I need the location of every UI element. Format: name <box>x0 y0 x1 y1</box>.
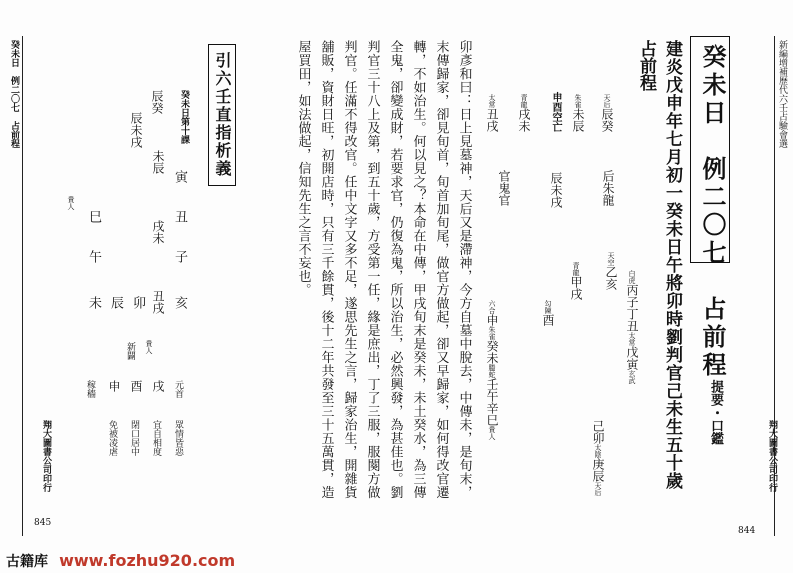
publisher-left: 翔大圖書公司印行 <box>41 420 51 492</box>
grid-row-3: 申 <box>107 380 121 392</box>
lesson-col-2b: 青龍戌未 <box>517 94 531 132</box>
lesson-col-3a: 后朱龍 <box>601 170 615 206</box>
lesson-col-5: 白虎丙子丁丑太常戊寅玄武 <box>625 270 639 384</box>
running-header: 癸未日 例二〇七 占前程 <box>9 40 19 148</box>
grid-t1: 丑 <box>172 210 187 223</box>
body-text-2: 末傳歸家，卻見旬首，旬首加旬尾，做官方做起，卻又早歸家，如何得改官遷 <box>433 40 449 499</box>
watermark-site-name: 古籍库 <box>6 554 48 570</box>
lesson-col-1b: 太常丑戌 <box>485 94 499 132</box>
col-label-6: 稼穡 <box>85 380 95 398</box>
grid-t3: 巳 <box>86 210 101 223</box>
grid-col-1c: 戌未 <box>151 220 165 244</box>
lesson-col-3b: 辰未戌 <box>549 172 563 208</box>
watermark <box>6 551 235 571</box>
col-label-1: 元首 <box>173 380 183 398</box>
chart-label: 申酉空亡 <box>550 92 561 132</box>
body-text-4: 全鬼，卻變成財，若要求官，仍復為鬼，所以治生，必然興發，為甚佳也。劉 <box>387 40 403 499</box>
grid-t2: 新闢 <box>125 342 135 360</box>
publisher-right: 翔大圖書公司印行 <box>767 420 777 492</box>
page-number-right: 844 <box>738 526 756 536</box>
lesson-col-1: 天后辰癸 <box>600 94 614 132</box>
lesson-col-3c: 官鬼官 <box>497 170 511 206</box>
grid-r4: 未 <box>86 296 101 309</box>
lesson-col-4c: 勾陳酉 <box>541 300 555 326</box>
grid-r2: 卯 <box>130 296 145 309</box>
watermark-url: www.fozhu920.com <box>59 551 236 570</box>
page-number-left: 845 <box>34 518 52 528</box>
course-title: 癸未日第十課 <box>179 90 189 144</box>
grid-s3: 午 <box>86 250 101 263</box>
grid-col-1: 辰癸 <box>150 90 164 114</box>
body-text-8: 屋買田，如法做起，信知先生之言不妄也。 <box>295 40 311 297</box>
col-label-4: 閉口居中 <box>129 420 139 456</box>
case-title-line-2: 占前程 <box>636 40 656 91</box>
col-label-3: 宜自相度 <box>151 420 161 456</box>
body-text-6: 判官。任滿不得改官。任中文字又多不足，遂思先生之言，歸家治生，開雜貨 <box>341 40 357 499</box>
book-title: 新編增補歷代六壬占驗會選 <box>777 40 787 148</box>
grid-top-row: 戌 <box>151 380 165 392</box>
right-label: 提要・口鑑 <box>708 380 723 445</box>
body-text-3: 轉，不如治生。何以見之？本命在中傳，甲戌旬末是癸未，未土癸水，為三傳 <box>410 40 426 499</box>
grid-r1: 亥 <box>172 296 187 309</box>
col-label-2: 眾情皆惡 <box>173 420 183 456</box>
col-label-5: 免被凌虐 <box>107 420 117 456</box>
lesson-col-4b: 青龍甲戌 <box>569 262 583 300</box>
left-margin-rule <box>22 36 23 536</box>
grid-u1: 寅 <box>172 170 187 183</box>
grid-u2: 貴人 <box>67 196 75 210</box>
grid-row-2: 酉 <box>129 380 143 392</box>
grid-col-1d: 丑戌 <box>151 290 165 314</box>
lesson-col-4a: 天空乙亥 <box>604 252 618 290</box>
case-title-line-1: 建炎戊申年七月初一癸未日午將卯時劉判官己未生五十歲 <box>662 40 682 490</box>
section-title: 引六壬直指析義 <box>213 52 232 178</box>
grid-col-1b: 未辰 <box>151 150 165 174</box>
body-text-7: 舖販，資財日旺，初開店時，只有三千餘貫，後十二年共發至三十五萬貫，造 <box>318 40 334 499</box>
heading-text: 癸未日 例二〇七 占前程 <box>698 44 727 380</box>
grid-s2: 貴人 <box>145 340 153 354</box>
lesson-col-6: 六合申朱雀癸未螣蛇壬午辛巳貴人 <box>485 300 499 440</box>
body-text-1: 卯彥和曰：日上見墓神，天后又是滯神，今方自墓中脫去，中傳未，是旬末， <box>456 40 472 499</box>
lesson-col-2: 朱雀未辰 <box>571 94 585 132</box>
grid-col-2: 辰未戌 <box>129 112 143 148</box>
lesson-col-7: 己卯太陰庚辰天后 <box>591 420 605 496</box>
grid-r3: 辰 <box>108 296 123 309</box>
body-text-5: 判官三十八上及第，到五十歲，方受第一任，緣是庶出，丁了三服，服闋方做 <box>364 40 380 499</box>
grid-s1: 子 <box>172 250 187 263</box>
